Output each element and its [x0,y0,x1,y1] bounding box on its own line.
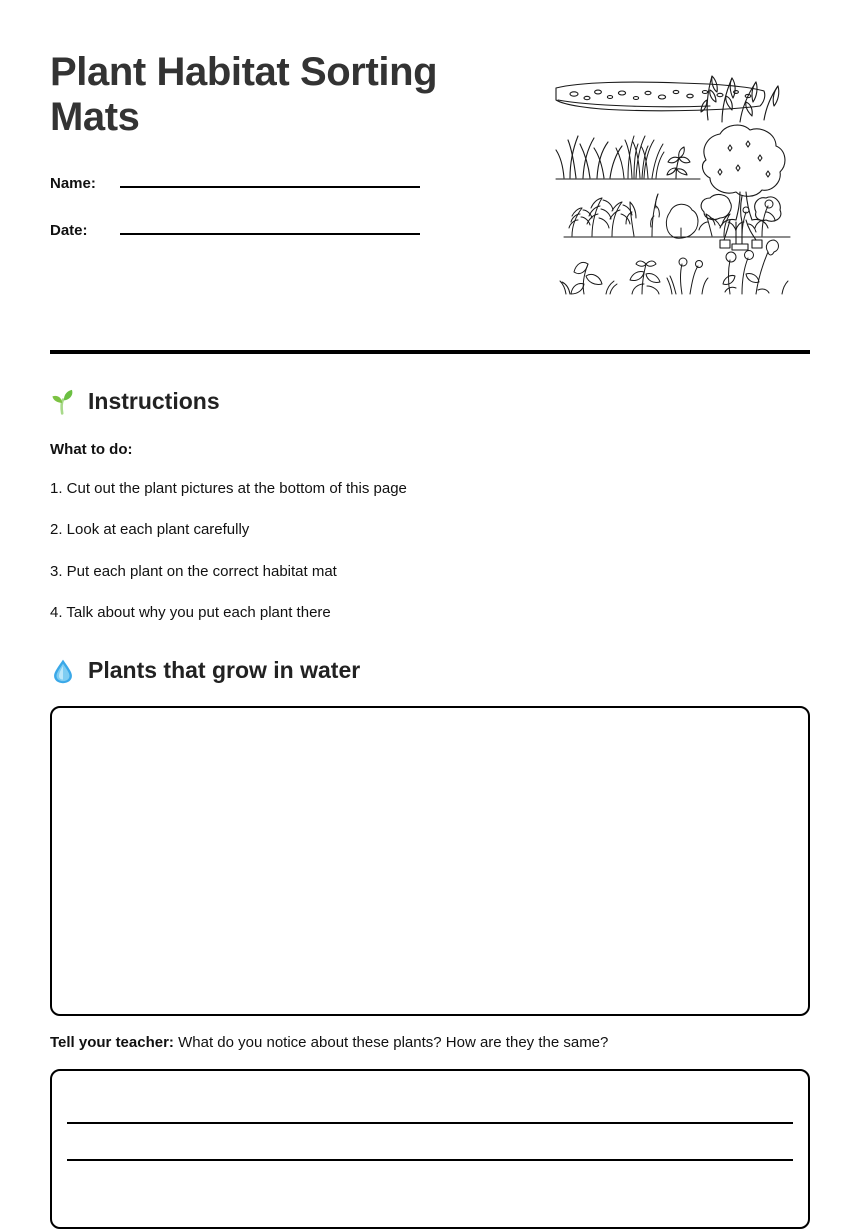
answer-box[interactable] [50,1069,810,1229]
name-field-label: Name: [50,174,96,192]
instruction-step: 2. Look at each plant carefully [50,521,250,539]
instruction-step: 4. Talk about why you put each plant there [50,603,331,621]
small-flower-plant-icon [667,147,690,178]
dense-grass-clump-icon [616,136,664,178]
tree-icon [701,125,785,250]
name-field-row [50,172,470,219]
student-fields [50,172,470,266]
teacher-prompt [0,1034,860,1051]
water-habitat-sorting-mat[interactable] [50,706,810,1016]
grass-clumps-icon [556,136,622,178]
date-field-label: Date: [50,221,88,239]
water-habitat-heading-label: Plants that grow in water [88,657,361,683]
header-text-block [50,50,470,266]
water-habitat-section [0,657,860,684]
instructions-heading-row [50,388,810,415]
instruction-step: 3. Put each plant on the correct habitat mat [50,562,337,580]
tall-reeds-icon [701,76,779,122]
page-title: Plant Habitat Sorting Mats [50,50,438,139]
answer-write-line[interactable] [67,1124,793,1161]
teacher-prompt-label: Tell your teacher: [50,1034,174,1051]
water-droplet-icon [50,658,76,684]
fern-row-icon [569,194,698,238]
date-input-line[interactable] [120,219,420,235]
date-field-row [50,219,470,266]
instructions-lead: What to do: [50,441,133,458]
instructions-heading-label: Instructions [88,388,220,414]
seedling-icon [50,389,76,415]
teacher-prompt-text: What do you notice about these plants? How are they the same? [178,1034,609,1051]
water-habitat-heading-row [50,657,810,684]
name-input-line[interactable] [120,172,420,188]
header-divider [50,350,810,354]
page-header [0,0,860,310]
answer-write-line[interactable] [67,1087,793,1124]
instructions-section [0,388,860,623]
instruction-step: 1. Cut out the plant pictures at the bottom of this page [50,480,407,497]
plant-habitat-illustration [550,60,800,310]
